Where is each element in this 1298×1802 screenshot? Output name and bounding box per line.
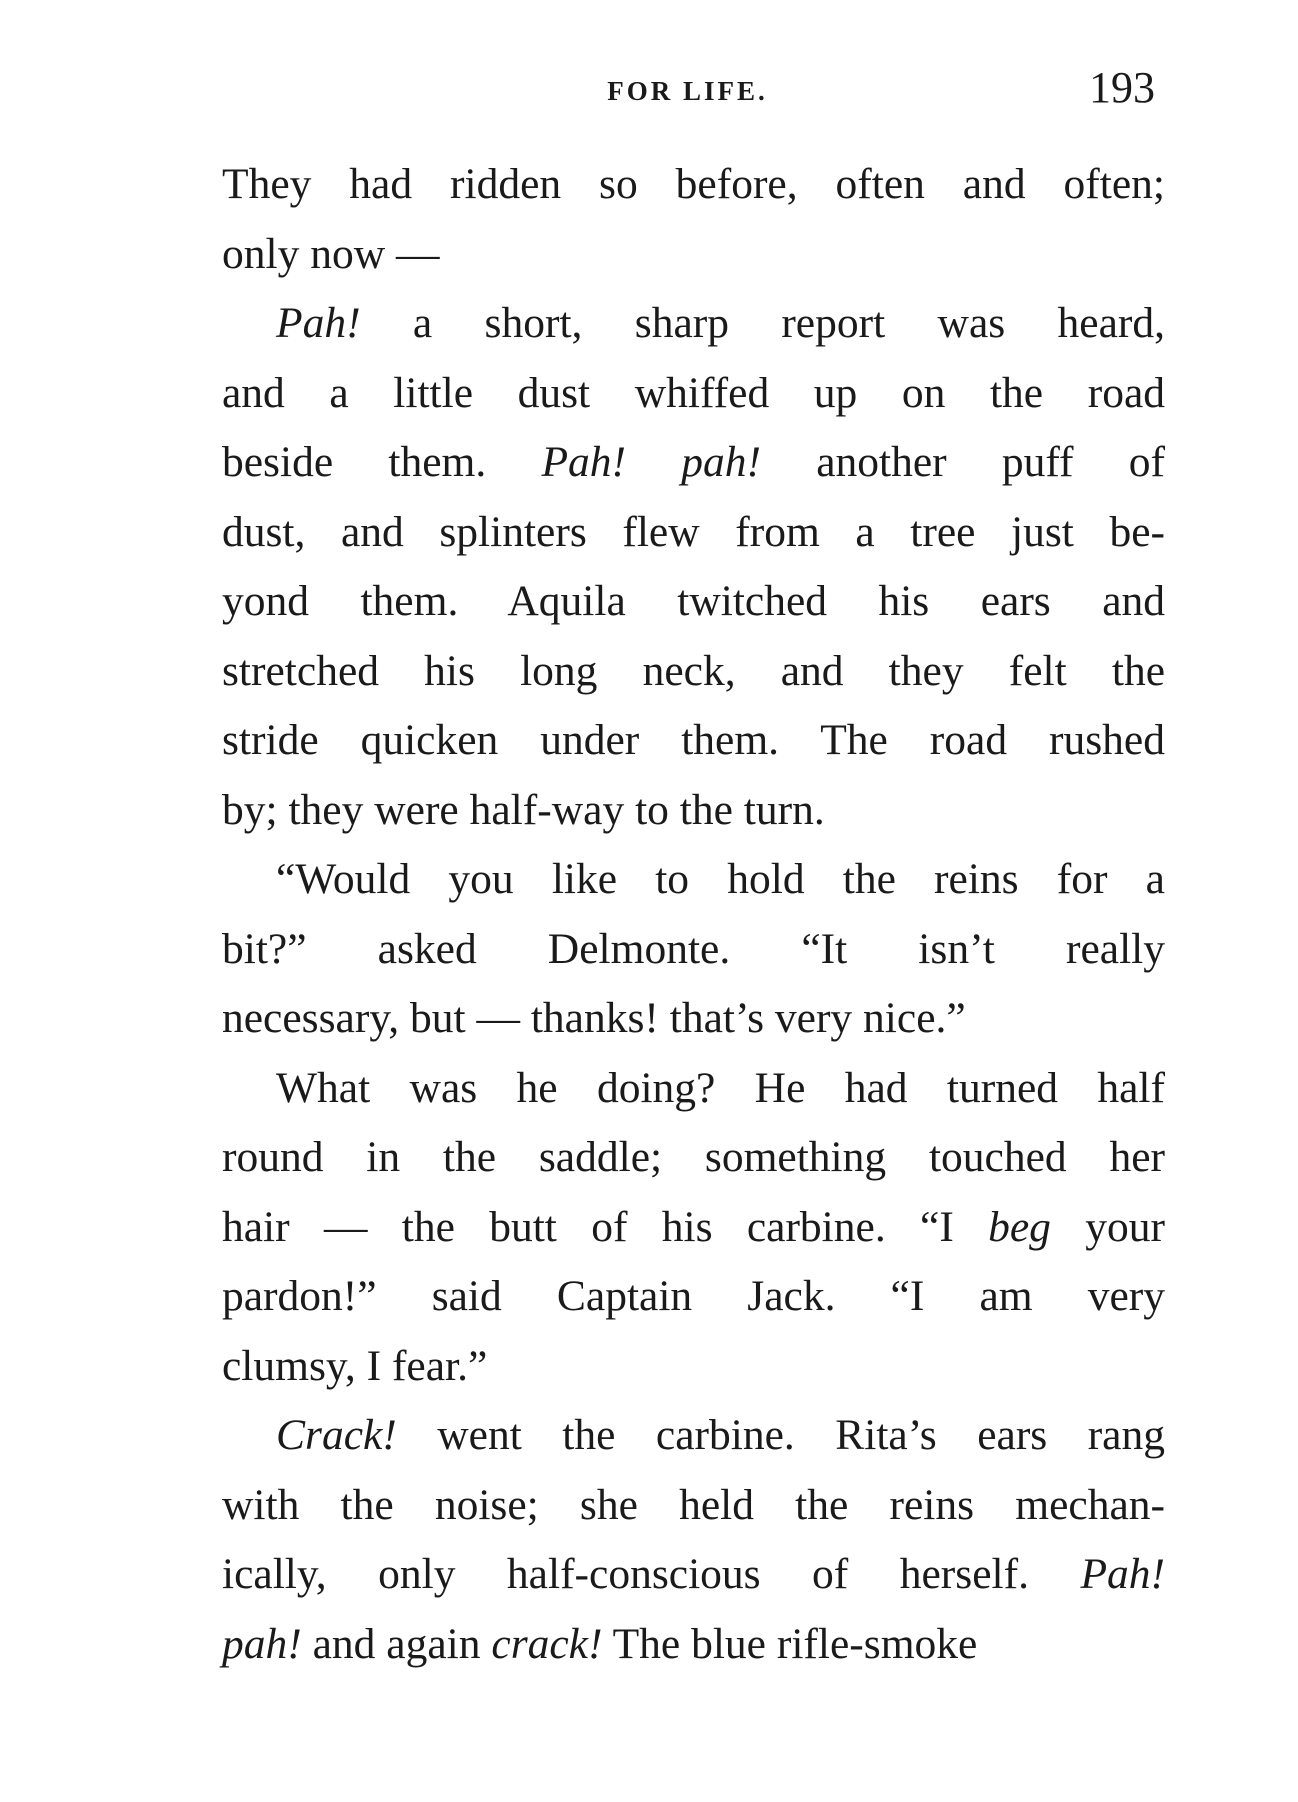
text-line [222, 1540, 1165, 1610]
text-run: bit?” asked Delmonte. “It isn’t really [222, 924, 1165, 973]
text-line [222, 706, 1165, 776]
paragraph [222, 289, 1165, 845]
text-run: pardon!” said Captain Jack. “I am very [222, 1272, 1165, 1320]
italic-text: Pah! pah! [541, 438, 761, 486]
text-line [222, 1123, 1165, 1193]
text-line [222, 1332, 1165, 1402]
text-run: “Would you like to hold the reins for a [276, 855, 1165, 903]
paragraph [222, 150, 1165, 289]
text-line [222, 776, 1165, 846]
text-line [222, 567, 1165, 637]
text-run: and again [301, 1619, 492, 1668]
text-line [222, 915, 1165, 985]
text-run: only now — [222, 229, 440, 278]
text-run: ically, only half-conscious of herself. [222, 1550, 1081, 1598]
text-line [222, 1471, 1165, 1541]
text-line [222, 1054, 1165, 1124]
text-run: another puff of [760, 438, 1166, 486]
italic-text: beg [988, 1202, 1051, 1251]
italic-text: Pah! [1080, 1550, 1165, 1598]
text-run: with the noise; she held the reins mechan- [222, 1480, 1165, 1529]
text-line [222, 845, 1165, 915]
text-run: a short, sharp report was heard, [360, 299, 1165, 347]
text-run: necessary, but — thanks! that’s very nice.” [222, 994, 966, 1042]
text-line [222, 1610, 1165, 1680]
text-line [222, 1401, 1165, 1471]
text-line [222, 289, 1165, 359]
text-run: by; they were half-way to the turn. [222, 785, 825, 834]
text-line [222, 150, 1165, 220]
text-run: beside them. [222, 438, 542, 486]
body-text [222, 150, 1165, 1679]
text-run: They had ridden so before, often and often; [222, 160, 1165, 208]
page-number: 193 [1089, 63, 1155, 112]
text-run: stride quicken under them. The road rushed [222, 716, 1165, 764]
text-run: went the carbine. Rita’s ears rang [396, 1411, 1165, 1459]
italic-text: Crack! [276, 1411, 397, 1459]
text-run: and a little dust whiffed up on the road [222, 368, 1165, 417]
text-line [222, 498, 1165, 568]
text-run: round in the saddle; something touched her [222, 1133, 1165, 1181]
text-line [222, 1262, 1165, 1332]
italic-text: pah! [222, 1619, 302, 1668]
text-run: your [1050, 1202, 1165, 1251]
text-run: hair — the butt of his carbine. “I [222, 1202, 989, 1251]
running-head [220, 62, 1155, 122]
italic-text: Pah! [276, 299, 361, 347]
paragraph [222, 845, 1165, 1054]
running-title: FOR LIFE. [607, 76, 768, 106]
text-line [222, 637, 1165, 707]
text-run: What was he doing? He had turned half [276, 1063, 1165, 1112]
paragraph [222, 1054, 1165, 1402]
text-run: clumsy, I fear.” [222, 1341, 488, 1390]
text-line [222, 984, 1165, 1054]
text-line [222, 359, 1165, 429]
paragraph [222, 1401, 1165, 1679]
text-run: dust, and splinters flew from a tree just be- [222, 507, 1165, 556]
text-line [222, 220, 1165, 290]
italic-text: crack! [491, 1619, 603, 1668]
text-line [222, 428, 1165, 498]
text-line [222, 1193, 1165, 1263]
text-run: stretched his long neck, and they felt the [222, 646, 1165, 695]
text-run: The blue rifle-smoke [602, 1619, 978, 1668]
text-run: yond them. Aquila twitched his ears and [222, 577, 1165, 625]
